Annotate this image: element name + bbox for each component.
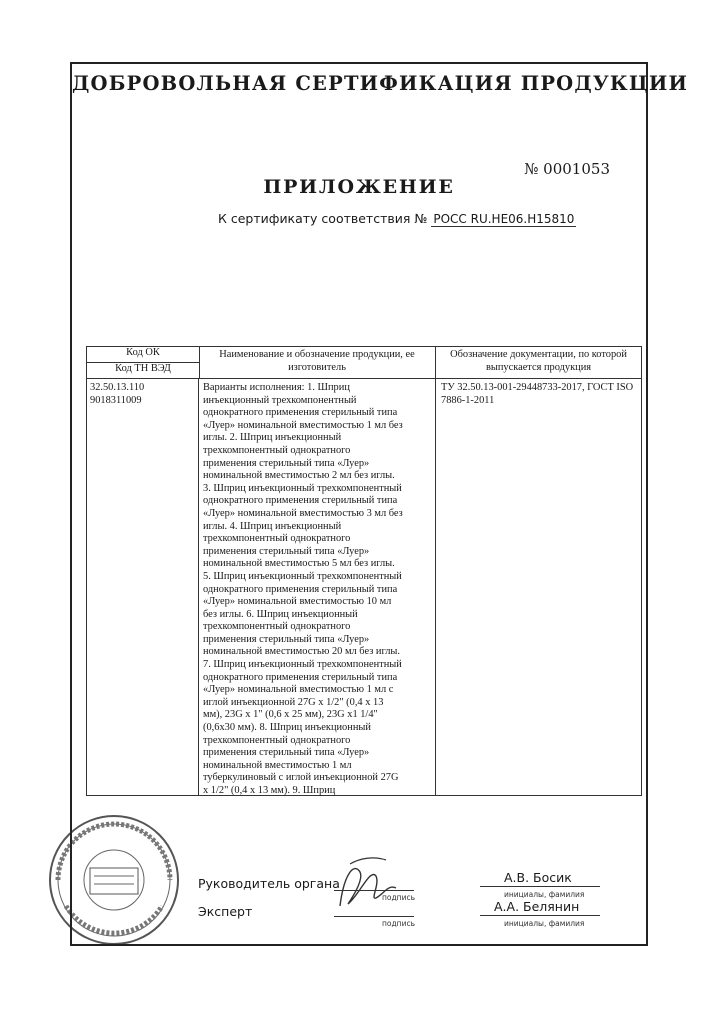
description-line: x 1/2" (0,4 x 13 мм). 9. Шприц [203, 785, 336, 796]
expert-signature-caption: подпись [382, 919, 415, 928]
description-line: «Луер» номинальной вместимостью 3 мл без [203, 507, 403, 519]
description-line: «Луер» номинальной вместимостью 1 мл с [203, 684, 394, 696]
description-line: номинальной вместимостью 5 мл без иглы. [203, 558, 395, 570]
product-description-cell [199, 379, 436, 795]
description-line: применения стерильный типа «Луер» [203, 747, 370, 759]
certificate-number: РОСС RU.НЕ06.Н15810 [433, 212, 575, 226]
description-line: Варианты исполнения: 1. Шприц [203, 382, 350, 393]
description-line: «Луер» номинальной вместимостью 1 мл без [203, 419, 403, 431]
expert-name-line [480, 915, 600, 916]
documents-value-line: 7886-1-2011 [441, 394, 495, 406]
description-line: иглы. 4. Шприц инъекционный [203, 520, 342, 532]
expert-name: А.А. Белянин [494, 899, 580, 914]
expert-initials-caption: инициалы, фамилия [504, 919, 585, 928]
description-line: однократного применения стерильный типа [203, 583, 398, 595]
codes-header-cell [87, 347, 200, 378]
description-line: применения стерильный типа «Луер» [203, 633, 370, 645]
certificate-label: К сертификату соответствия № [218, 211, 428, 226]
description-line: применения стерильный типа «Луер» [203, 545, 370, 557]
description-line: однократного применения стерильный типа [203, 495, 398, 507]
documents-value-line: ТУ 32.50.13-001-29448733-2017, ГОСТ ISO [441, 382, 634, 393]
products-table [86, 346, 642, 796]
expert-signature-line [334, 916, 414, 917]
description-line: однократного применения стерильный типа [203, 671, 398, 683]
documents-header: Обозначение документации, по которой выпускается продукция [450, 349, 627, 373]
page-header: ДОБРОВОЛЬНАЯ СЕРТИФИКАЦИЯ ПРОДУКЦИИ [72, 72, 689, 95]
description-line: трехкомпонентный однократного [203, 533, 351, 545]
certificate-reference [218, 211, 576, 227]
table-row [86, 379, 642, 796]
description-line: применения стерильный типа «Луер» [203, 457, 370, 469]
description-line: инъекционный трехкомпонентный [203, 394, 357, 406]
head-name: А.В. Босик [504, 870, 572, 885]
description-line: «Луер» номинальной вместимостью 10 мл [203, 596, 392, 608]
table-header [86, 346, 642, 379]
expert-label: Эксперт [198, 904, 253, 919]
head-name-line [480, 886, 600, 887]
code-ok-value: 32.50.13.110 [90, 382, 145, 393]
description-line: номинальной вместимостью 1 мл [203, 759, 352, 771]
description-line: 7. Шприц инъекционный трехкомпонентный [203, 659, 402, 671]
description-line: 3. Шприц инъекционный трехкомпонентный [203, 482, 402, 494]
code-tn-value: 9018311009 [90, 394, 142, 406]
head-of-organ-label: Руководитель органа [198, 876, 340, 891]
description-line: однократного применения стерильный типа [203, 407, 398, 419]
document-number: № 0001053 [524, 160, 610, 178]
head-signature-caption: подпись [382, 893, 415, 902]
description-line: иглой инъекционной 27G x 1/2" (0,4 x 13 [203, 696, 384, 708]
certificate-frame [70, 62, 689, 946]
head-initials-caption: инициалы, фамилия [504, 890, 585, 899]
description-line: номинальной вместимостью 20 мл без иглы. [203, 646, 400, 658]
code-ok-header: Код ОК [87, 347, 199, 363]
description-line: трехкомпонентный однократного [203, 444, 351, 456]
description-line: без иглы. 6. Шприц инъекционный [203, 608, 358, 620]
description-line: туберкулиновый с иглой инъекционной 27G [203, 772, 399, 784]
description-line: иглы. 2. Шприц инъекционный [203, 432, 342, 444]
description-line: 5. Шприц инъекционный трехкомпонентный [203, 570, 402, 582]
description-line: трехкомпонентный однократного [203, 734, 351, 746]
description-line: трехкомпонентный однократного [203, 621, 351, 633]
head-signature-line [334, 890, 414, 891]
codes-cell [87, 379, 199, 795]
documents-cell [436, 379, 641, 795]
description-line: номинальной вместимостью 2 мл без иглы. [203, 470, 395, 482]
code-tn-header: Код ТН ВЭД [115, 363, 171, 374]
description-line: мм), 23G x 1" (0,6 x 25 мм), 23G x1 1/4" [203, 709, 378, 721]
description-line: (0,6x30 мм). 8. Шприц инъекционный [203, 722, 371, 734]
product-name-header: Наименование и обозначение продукции, ее изготовитель [199, 347, 436, 378]
appendix-title: ПРИЛОЖЕНИЕ [263, 176, 455, 198]
